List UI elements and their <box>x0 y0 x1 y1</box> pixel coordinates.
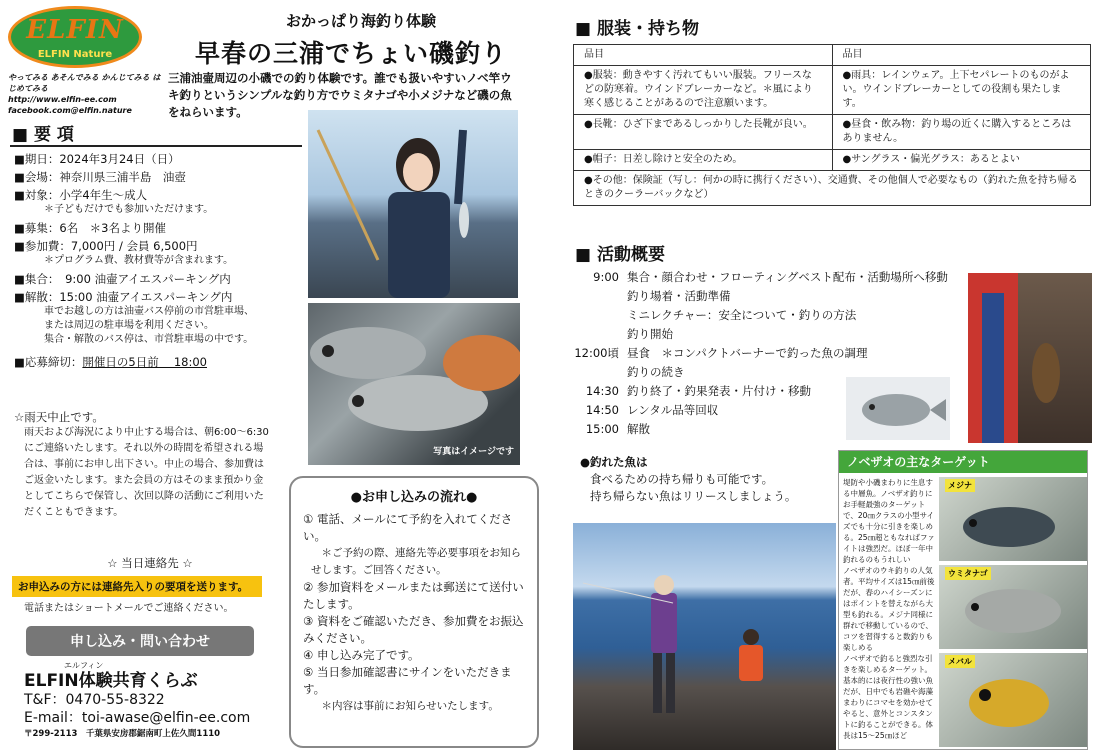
targets-heading: ノベザオの主なターゲット <box>839 451 1087 473</box>
overview-parking-1: 車でお越しの方は油壷バス停前の市営駐車場、 <box>14 306 254 317</box>
gear-table <box>573 44 1091 206</box>
flow-step-5-note: ＊内容は事前にお知らせいたします。 <box>311 700 499 712</box>
org-name: ELFIN体験共育くらぶ <box>24 671 198 691</box>
caught-fish-art <box>846 377 950 440</box>
flow-step-4: ④ 申し込み完了です。 <box>303 648 420 662</box>
overview-fee-note: ＊プログラム費、教材費等が含まれます。 <box>14 255 234 266</box>
schedule-time <box>573 287 619 306</box>
schedule-time <box>573 363 619 382</box>
overview-venue: ■会場：神奈川県三浦半島 油壺 <box>14 170 186 184</box>
overview-deadline <box>14 355 304 370</box>
girl-photo-art <box>308 110 518 298</box>
flow-step-3: ③ 資料をご確認いただき、参加費をお振込みください。 <box>303 614 524 645</box>
deadline-label: ■応募締切： <box>14 355 83 369</box>
gear-heading: ■ 服装・持ち物 <box>575 19 699 39</box>
gear-col-header-right: 品目 <box>842 49 863 60</box>
target-text-umitanago: ノベザオのウキ釣りの人気者。平均サイズは15㎝前後だが、春のハイシーズンにはポイントを替えながら大型も釣れる。メジナ同様に群れで移動しているので、コツを習得すると数釣りも楽しめる <box>843 566 935 652</box>
elfin-logo <box>8 6 142 68</box>
gear-clothes: ●服装：動きやすく汚れてもいい服装。フリースなどの防寒着。ウインドブレーカーなど。＊風により寒く感じることがあるので注意願います。 <box>574 66 833 114</box>
gear-header-row <box>574 45 1090 66</box>
schedule-time: 15:00 <box>585 422 619 436</box>
overview-capacity: ■募集：6名 ＊3名より開催 <box>14 221 166 235</box>
overview-meet: ■集合： 9:00 油壷アイエスパーキング内 <box>14 272 231 286</box>
schedule-row <box>573 325 965 344</box>
application-flow <box>289 476 539 748</box>
schedule-row <box>573 287 965 306</box>
schedule-text: レンタル品等回収 <box>627 403 719 417</box>
org-address: 〒299-2113 千葉県安房郡鋸南町上佐久間1110 <box>24 729 221 739</box>
rock-fishing-photo <box>573 523 836 750</box>
schedule-row <box>573 306 965 325</box>
overview-parking-3: 集合・解散のバス停は、市営駐車場の中です。 <box>14 334 254 345</box>
schedule-text: 釣り場着・活動準備 <box>627 289 731 303</box>
overview-date: ■期日：2024年3月24日（日） <box>14 152 180 166</box>
caught-title: ●釣れた魚は <box>580 455 648 469</box>
contact-notice: お申込みの方には連絡先入りの要項を送ります。 <box>12 576 262 597</box>
umitanago-photo <box>939 565 1087 649</box>
schedule-time: 12:00頃 <box>574 346 619 360</box>
targets-panel <box>838 450 1088 750</box>
schedule-text: 釣り開始 <box>627 327 673 341</box>
slogan-text: やってみる あそんでみる かんじてみる はじめてみる <box>8 73 161 93</box>
flow-step-1: ① 電話、メールにて予約を入れてください。 <box>303 512 513 543</box>
contact-day-title: ☆ 当日連絡先 ☆ <box>107 556 193 570</box>
rain-body: 雨天および海況により中止する場合は、朝6:00～6:30にご連絡いたします。それ以外の時間を希望される場合は、事前にお申し出下さい。中止の場合、参加費はご返金いたします。また会員の方はそのまま預かり金としてこちらで保管し、次回以降の活動にご利用いただくこともできます。 <box>24 427 269 518</box>
caught-line-1: 食べるための持ち帰りも可能です。 <box>590 472 774 486</box>
website-link[interactable]: http://www.elfin-ee.com <box>8 95 117 104</box>
label-mejina: メジナ <box>945 479 975 492</box>
schedule-time: 9:00 <box>593 270 619 284</box>
gear-row <box>574 171 1090 205</box>
rain-block <box>14 410 269 521</box>
schedule-text: 釣りの続き <box>627 365 685 379</box>
overview-parking-2: または周辺の駐車場を利用ください。 <box>14 320 214 331</box>
flow-step-2: ② 参加資料をメールまたは郵送にて送付いたします。 <box>303 580 524 611</box>
gear-col-header-left: 品目 <box>574 45 833 65</box>
overview-dismiss: ■解散：15:00 油壷アイエスパーキング内 <box>14 290 233 304</box>
org-email[interactable]: E-mail：toi-awase@elfin-ee.com <box>24 710 251 726</box>
mejina-photo <box>939 477 1087 561</box>
overview-fee: ■参加費：7,000円 / 会員 6,500円 <box>14 239 198 253</box>
label-umitanago: ウミタナゴ <box>945 567 991 580</box>
schedule-time: 14:50 <box>585 403 619 417</box>
gear-hat: ●帽子：日差し除けと安全のため。 <box>574 150 833 170</box>
schedule-text: ミニレクチャー：安全について・釣りの方法 <box>627 308 857 322</box>
schedule-text: 釣り終了・釣果発表・片付け・移動 <box>627 384 811 398</box>
org-tel[interactable]: T&F：0470-55-8322 <box>24 692 165 708</box>
org-ruby: エルフィン <box>64 661 104 670</box>
phone-note: 電話またはショートメールでご連絡ください。 <box>24 603 234 614</box>
logo-wordmark: ELFIN <box>26 15 124 45</box>
facebook-link[interactable]: facebook.com@elfin.nature <box>8 106 132 115</box>
schedule-time <box>573 306 619 325</box>
kicker: おかっぱり海釣り体験 <box>285 12 436 30</box>
vest-photo <box>968 273 1092 443</box>
lead-text: 三浦油壷周辺の小磯での釣り体験です。誰でも扱いやすいノベ竿ウキ釣りというシンプルな釣り方でウミタナゴや小メジナなど磯の魚をねらいます。 <box>168 71 512 119</box>
gear-row <box>574 150 1090 171</box>
rock-photo-art <box>573 523 836 750</box>
page-title: 早春の三浦でちょい磯釣り <box>194 39 507 68</box>
org-block <box>24 660 286 741</box>
flow-title: ●お申し込みの流れ● <box>350 490 478 505</box>
gear-other: ●その他：保険証（写し：何かの時に携行ください）、交通費、その他個人で必要なもの（釣れた魚を持ち帰るときのクーラーバックなど） <box>584 175 1078 200</box>
gear-lunch: ●昼食・飲み物：釣り場の近くに購入するところはありません。 <box>842 119 1072 144</box>
inquiry-button[interactable]: 申し込み・問い合わせ <box>26 626 254 656</box>
gear-rain: ●雨具：レインウェア。上下セパレートのものがよい。ウインドブレーカーとしての役割も果たします。 <box>842 70 1070 109</box>
flow-step-1-note: ＊ご予約の際、連絡先等必要事項をお知らせします。ご回答ください。 <box>311 547 521 576</box>
target-text-mejina: 堤防や小磯まわりに生息する中層魚。ノベザオ釣りにお手軽最強のターゲットで、20㎝クラスの小型サイズでも十分に引きを楽しめる。25㎝超ともなればファイトは強烈だ。ほぼ一年中釣れるのもうれしい <box>843 478 935 564</box>
target-text-mebaru: ノベザオで釣ると強烈な引きを楽しめるターゲット。基本的には夜行性の強い魚だが、日中でも岩礁や海藻まわりにコマセを効かせてやると、意外とコンスタントに釣ることができる。体長は15～25㎝ほど <box>843 654 933 740</box>
schedule-time: 14:30 <box>585 384 619 398</box>
schedule-text: 集合・顔合わせ・フローティングベスト配布・活動場所へ移動 <box>627 270 948 284</box>
overview-list <box>14 152 304 370</box>
schedule-row <box>573 344 965 363</box>
flow-step-5: ⑤ 当日参加確認書にサインをいただきます。 <box>303 665 512 696</box>
rain-title: ☆雨天中止です。 <box>14 410 104 424</box>
slogan-block <box>8 72 168 116</box>
vest-photo-art <box>968 273 1092 443</box>
fish-photo <box>308 303 520 465</box>
gear-row <box>574 115 1090 150</box>
schedule-text: 昼食 ＊コンパクトバーナーで釣った魚の調理 <box>627 346 868 360</box>
girl-fishing-photo <box>308 110 518 298</box>
caught-block <box>580 454 836 505</box>
caught-fish-photo <box>846 377 950 440</box>
caught-line-2: 持ち帰らない魚はリリースしましょう。 <box>590 489 797 503</box>
activity-heading: ■ 活動概要 <box>575 245 665 265</box>
schedule-text: 解散 <box>627 422 650 436</box>
gear-boots: ●長靴：ひざ下まであるしっかりした長靴が良い。 <box>574 115 833 149</box>
deadline-value: 開催日の5日前 18:00 <box>82 355 207 369</box>
schedule-row <box>573 268 965 287</box>
overview-heading: ■ 要 項 <box>10 120 302 147</box>
gear-sunglasses: ●サングラス・偏光グラス：あるとよい <box>842 154 1020 165</box>
photo-caption: 写真はイメージです <box>433 447 514 457</box>
schedule-time <box>573 325 619 344</box>
label-mebaru: メバル <box>945 655 975 668</box>
fish-photo-art <box>308 303 520 465</box>
overview-target-note: ＊子どもだけでも参加いただけます。 <box>14 204 214 215</box>
mebaru-photo <box>939 653 1087 747</box>
gear-row <box>574 66 1090 115</box>
logo-subtitle: ELFIN Nature <box>37 49 113 60</box>
overview-target: ■対象：小学4年生～成人 <box>14 188 148 202</box>
